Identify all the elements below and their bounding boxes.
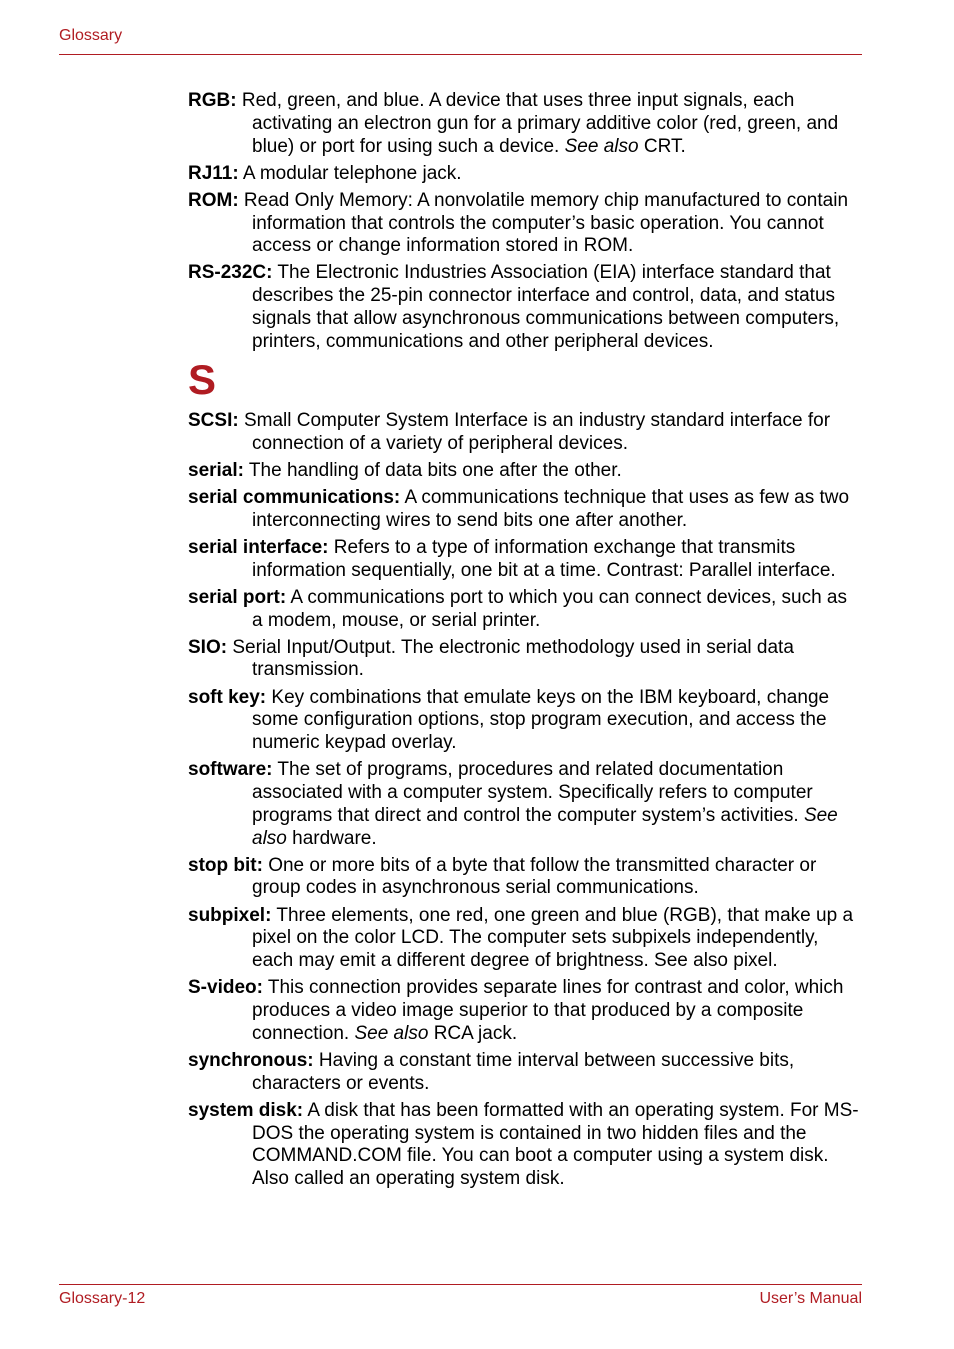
entry-term: serial communications: bbox=[188, 486, 401, 508]
entry-definition: The handling of data bits one after the other. bbox=[243, 459, 622, 481]
entry-definition-tail: hardware. bbox=[286, 827, 377, 849]
glossary-entry-rom bbox=[188, 190, 862, 258]
entry-term: synchronous: bbox=[188, 1049, 314, 1071]
entry-definition: Read Only Memory: A nonvolatile memory chip manufactured to contain information that controls the computer’s basic operation. You cannot access or change information stored in ROM. bbox=[238, 189, 849, 257]
glossary-content bbox=[188, 90, 862, 1195]
entry-term: ROM: bbox=[188, 189, 239, 211]
page-number: Glossary-12 bbox=[59, 1290, 146, 1307]
glossary-entry-system-disk bbox=[188, 1100, 862, 1191]
entry-definition: Red, green, and blue. A device that uses three input signals, each activating an electron gun for a primary additive color (red, green, and blue) or port for using such a device. bbox=[236, 90, 839, 157]
entry-term: serial port: bbox=[188, 586, 287, 608]
glossary-entry-serial-communications bbox=[188, 487, 862, 533]
entry-term: RGB: bbox=[188, 90, 237, 111]
entry-definition: Small Computer System Interface is an industry standard interface for connection of a variety of peripheral devices. bbox=[238, 409, 831, 454]
entry-see-also: See also bbox=[252, 804, 838, 849]
entry-term: serial interface: bbox=[188, 536, 329, 558]
entry-term: SCSI: bbox=[188, 409, 239, 431]
entry-definition: Three elements, one red, one green and blue (RGB), that make up a pixel on the color LCD. The computer sets subpixels independently, each may emit a different degree of brightness. See also pixel. bbox=[252, 904, 854, 972]
footer-rule bbox=[59, 1284, 862, 1285]
glossary-entry-scsi bbox=[188, 410, 862, 456]
entry-term: subpixel: bbox=[188, 904, 272, 926]
glossary-entry-rj11 bbox=[188, 163, 862, 186]
entry-term: RS-232C: bbox=[188, 262, 273, 284]
entry-term: SIO: bbox=[188, 636, 228, 658]
entry-see-also: See also bbox=[564, 135, 639, 157]
entry-term: RJ11: bbox=[188, 162, 239, 184]
entry-definition: A communications technique that uses as few as two interconnecting wires to send bits one after another. bbox=[252, 486, 850, 531]
glossary-entry-rgb bbox=[188, 90, 862, 158]
entry-term: software: bbox=[188, 759, 273, 781]
entry-term: soft key: bbox=[188, 686, 267, 708]
glossary-entry-software bbox=[188, 759, 862, 850]
glossary-entry-soft-key bbox=[188, 687, 862, 755]
running-header-title: Glossary bbox=[59, 27, 123, 44]
entry-definition: Key combinations that emulate keys on the IBM keyboard, change some configuration options, stop program execution, and access the numeric keypad overlay. bbox=[252, 686, 830, 754]
entry-definition: This connection provides separate lines for contrast and color, which produces a video image superior to that produced by a composite connection. bbox=[252, 977, 844, 1044]
glossary-entry-synchronous bbox=[188, 1050, 862, 1096]
header-rule bbox=[59, 54, 862, 55]
glossary-entry-sio bbox=[188, 637, 862, 683]
glossary-entry-serial-interface bbox=[188, 537, 862, 583]
entry-definition: Having a constant time interval between successive bits, characters or events. bbox=[252, 1049, 795, 1094]
glossary-entry-serial bbox=[188, 460, 862, 483]
entry-term: serial: bbox=[188, 459, 244, 481]
glossary-entry-rs232c bbox=[188, 262, 862, 353]
section-letter-heading: S bbox=[188, 355, 217, 403]
entry-definition: Serial Input/Output. The electronic methodology used in serial data transmission. bbox=[227, 636, 794, 681]
glossary-entry-s-video bbox=[188, 977, 862, 1045]
entry-definition: A disk that has been formatted with an operating system. For MS-DOS the operating system is contained in two hidden files and the COMMAND.COM file. You can boot a computer using a system disk. Also called an operating system disk. bbox=[252, 1099, 859, 1190]
entry-definition: A communications port to which you can connect devices, such as a modem, mouse, or serial printer. bbox=[252, 586, 847, 631]
entry-term: stop bit: bbox=[188, 854, 263, 876]
entry-see-also: See also bbox=[354, 1022, 429, 1044]
entry-definition: The set of programs, procedures and related documentation associated with a computer system. Specifically refers to computer programs that direct and control the computer system’s activities. bbox=[252, 759, 813, 826]
glossary-entry-serial-port bbox=[188, 587, 862, 633]
entry-definition: A modular telephone jack. bbox=[238, 162, 462, 184]
entry-term: system disk: bbox=[188, 1099, 304, 1121]
glossary-entry-subpixel bbox=[188, 905, 862, 973]
entry-definition-tail: CRT. bbox=[638, 135, 686, 157]
entry-definition: Refers to a type of information exchange that transmits information sequentially, one bit at a time. Contrast: Parallel interface. bbox=[252, 536, 836, 581]
manual-title: User’s Manual bbox=[759, 1290, 862, 1307]
glossary-entry-stop-bit bbox=[188, 855, 862, 901]
entry-definition: One or more bits of a byte that follow the transmitted character or group codes in asynchronous serial communications. bbox=[252, 854, 817, 899]
entry-definition: The Electronic Industries Association (EIA) interface standard that describes the 25-pin connector interface and control, data, and status signals that allow asynchronous communications between computers, printers, communications and other peripheral devices. bbox=[252, 262, 840, 352]
entry-term: S-video: bbox=[188, 977, 263, 999]
entry-definition-tail: RCA jack. bbox=[428, 1022, 518, 1044]
